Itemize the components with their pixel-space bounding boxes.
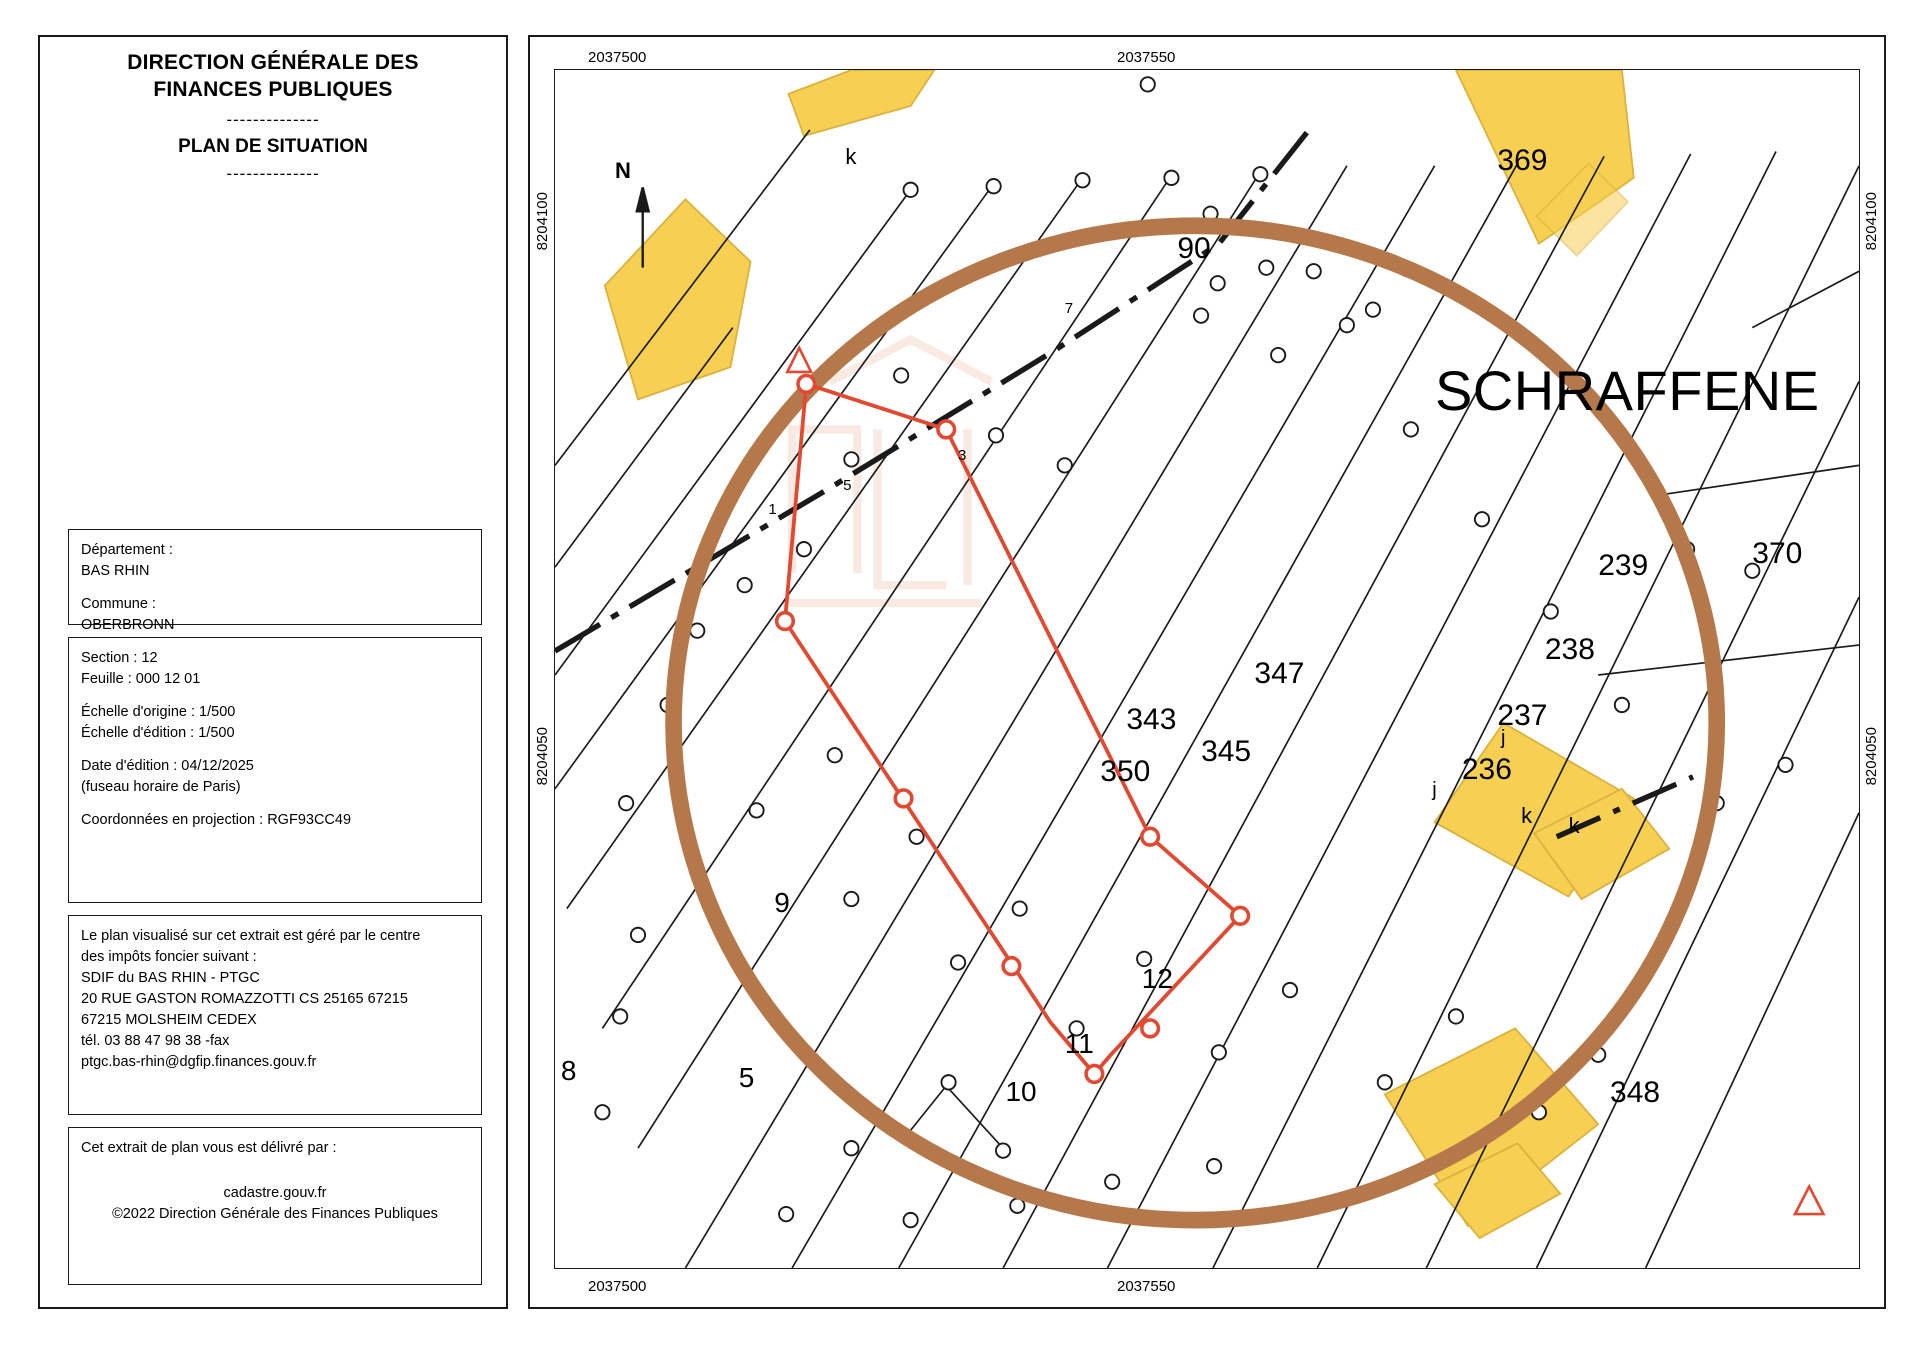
legend-subtitle: PLAN DE SITUATION: [178, 135, 368, 157]
legend-dashes-top: --------------: [226, 109, 320, 129]
delivered-by-box: [68, 1127, 482, 1285]
legend-title: [40, 49, 506, 104]
section-value: Section : 12: [81, 650, 158, 666]
parcel-number-label: 343: [1126, 702, 1177, 736]
coord-top-right: 2037550: [1117, 49, 1176, 66]
coord-bottom-left: 2037500: [588, 1278, 647, 1295]
centre-line-4: 20 RUE GASTON ROMAZZOTTI CS 25165 67215: [81, 991, 408, 1008]
department-label: Département :: [81, 542, 173, 558]
tax-center-box: [68, 915, 482, 1115]
parcel-number-label: 5: [843, 477, 852, 495]
legend-panel: [38, 35, 508, 1309]
echelle-origine: Échelle d'origine : 1/500: [81, 704, 236, 721]
coord-right-upper: 8204100: [1863, 192, 1880, 251]
coordonnees-projection: Coordonnées en projection : RGF93CC49: [81, 812, 352, 829]
building: [789, 70, 935, 136]
parcel-number-label: 347: [1254, 657, 1305, 691]
parcel-number-label: j: [1432, 779, 1437, 802]
parcel-number-label: 236: [1461, 752, 1512, 786]
centre-email: ptgc.bas-rhin@dgfip.finances.gouv.fr: [81, 1054, 317, 1071]
copyright-notice: ©2022 Direction Générale des Finances Publiques: [112, 1206, 438, 1223]
parcel-number-label: 345: [1201, 734, 1252, 768]
parcel-number-label: 350: [1100, 755, 1151, 789]
parcel-number-label: 10: [1005, 1076, 1037, 1108]
coord-right-lower: 8204050: [1863, 727, 1880, 786]
feuille-value: Feuille : 000 12 01: [81, 671, 201, 688]
centre-line-5: 67215 MOLSHEIM CEDEX: [81, 1012, 257, 1029]
fuseau-horaire: (fuseau horaire de Paris): [81, 779, 241, 796]
parcel-number-label: 239: [1598, 549, 1649, 583]
map-panel: [528, 35, 1886, 1309]
coord-left-lower: 8204050: [534, 727, 551, 786]
parcel-number-label: 12: [1141, 962, 1173, 994]
delivered-by-label: Cet extrait de plan vous est délivré par :: [81, 1140, 337, 1156]
buildings-layer: [605, 70, 1670, 1238]
parcel-number-label: k: [1521, 803, 1533, 829]
legend-title-line1: DIRECTION GÉNÉRALE DES: [127, 51, 419, 74]
parcel-number-label: 8: [560, 1054, 577, 1086]
legend-title-line2: FINANCES PUBLIQUES: [153, 78, 393, 102]
centre-line-3: SDIF du BAS RHIN - PTGC: [81, 970, 260, 987]
parcel-number-label: 11: [1064, 1028, 1094, 1060]
cadastral-map-canvas[interactable]: [554, 69, 1860, 1269]
building: [605, 199, 751, 399]
centre-line-1: Le plan visualisé sur cet extrait est géré par le centre: [81, 928, 421, 944]
parcel-lines-layer: [555, 130, 1859, 1268]
parcel-number-label: 1: [768, 501, 777, 519]
commune-label: Commune :: [81, 596, 156, 613]
parcel-number-label: 238: [1544, 633, 1595, 667]
department-value: BAS RHIN: [81, 563, 150, 580]
date-edition: Date d'édition : 04/12/2025: [81, 758, 254, 775]
parcel-number-label: 5: [738, 1061, 755, 1093]
section-info-box: [68, 637, 482, 903]
centre-line-2: des impôts foncier suivant :: [81, 949, 257, 966]
parcel-number-label: 3: [958, 447, 967, 465]
parcel-number-label: 7: [1064, 300, 1074, 318]
centre-line-6: tél. 03 88 47 98 38 -fax: [81, 1033, 230, 1050]
place-name-label: SCHRAFFENE: [1435, 359, 1820, 422]
department-commune-box: [68, 529, 482, 634]
parcel-number-label: 237: [1497, 698, 1548, 732]
coord-left-upper: 8204100: [534, 192, 551, 251]
parcel-number-label: 370: [1752, 537, 1803, 571]
cadastre-website: cadastre.gouv.fr: [223, 1185, 327, 1202]
coord-top-left: 2037500: [588, 49, 647, 66]
north-label: N: [615, 158, 631, 183]
legend-dashes-bottom: --------------: [226, 163, 320, 183]
parcel-number-label: 369: [1497, 144, 1548, 178]
coord-bottom-right: 2037550: [1117, 1278, 1176, 1295]
parcel-number-label: 90: [1177, 231, 1211, 265]
parcel-number-label: k: [845, 144, 857, 170]
echelle-edition: Échelle d'édition : 1/500: [81, 725, 235, 742]
parcel-number-label: k: [1568, 812, 1580, 838]
commune-value: OBERBRONN: [81, 617, 175, 634]
parcel-number-label: j: [1500, 726, 1506, 749]
parcel-number-label: 9: [774, 887, 790, 919]
parcel-number-label: 348: [1610, 1076, 1661, 1110]
